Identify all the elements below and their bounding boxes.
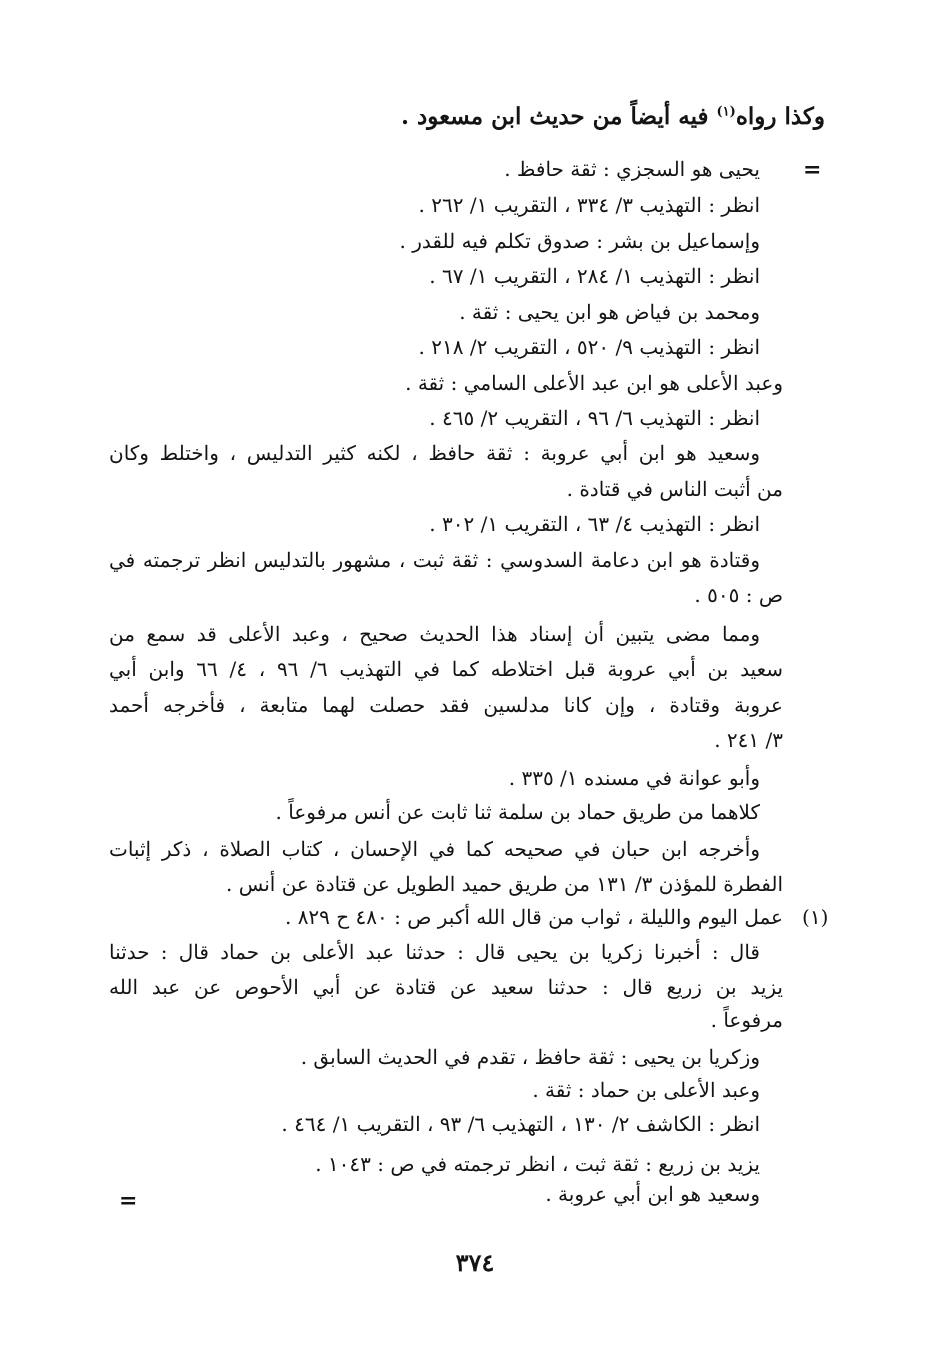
note-line: وقتادة هو ابن دعامة السدوسي : ثقة ثبت ، مشهور بالتدليس انظر ترجمته في	[109, 548, 760, 572]
note-line: انظر : التهذيب ١/ ٢٨٤ ، التقريب ١/ ٦٧ .	[429, 264, 760, 288]
main-text-start: وكذا رواه	[735, 103, 825, 130]
note-line: انظر : التهذيب ٣/ ٣٣٤ ، التقريب ١/ ٢٦٢ .	[418, 193, 760, 217]
note-line: الفطرة للمؤذن ٣/ ١٣١ من طريق حميد الطويل عن قتادة عن أنس .	[226, 872, 783, 896]
footnote-line: عمل اليوم والليلة ، ثواب من قال الله أكبر ص : ٤٨٠ ح ٨٢٩ .	[284, 905, 783, 929]
footnote-line: وسعيد هو ابن أبي عروبة .	[545, 1182, 760, 1206]
footnote-line: قال : أخبرنا زكريا بن يحيى قال : حدثنا عبد الأعلى بن حماد قال : حدثنا	[109, 940, 760, 964]
footnote-line: يزيد بن زريع قال : حدثنا سعيد عن قتادة عن أبي الأحوص عن عبد الله	[109, 975, 783, 999]
footnote-line: وعبد الأعلى بن حماد : ثقة .	[532, 1078, 760, 1102]
note-line: انظر : التهذيب ٩/ ٥٢٠ ، التقريب ٢/ ٢١٨ .	[418, 335, 760, 359]
note-line: وسعيد هو ابن أبي عروبة : ثقة حافظ ، لكنه كثير التدليس ، واختلط وكان	[109, 441, 760, 465]
note-line: ص : ٥٠٥ .	[694, 583, 783, 607]
footnote-number: (١)	[802, 905, 829, 929]
note-line: انظر : التهذيب ٤/ ٦٣ ، التقريب ١/ ٣٠٢ .	[429, 512, 760, 536]
footnote-line: يزيد بن زريع : ثقة ثبت ، انظر ترجمته في ص : ١٠٤٣ .	[315, 1152, 760, 1176]
note-line: ومحمد بن فياض هو ابن يحيى : ثقة .	[459, 300, 760, 324]
note-line: ٣/ ٢٤١ .	[714, 728, 783, 752]
continuation-marker-top: =	[803, 157, 822, 183]
footnote-line: مرفوعاً .	[710, 1008, 783, 1032]
continuation-marker-bottom: =	[119, 1188, 138, 1214]
footnote-reference: (١)	[716, 104, 736, 120]
note-line: وأخرجه ابن حبان في صحيحه كما في الإحسان ، كتاب الصلاة ، ذكر إثبات	[109, 837, 761, 861]
footnote-line: انظر : الكاشف ٢/ ١٣٠ ، التهذيب ٦/ ٩٣ ، التقريب ١/ ٤٦٤ .	[281, 1112, 760, 1136]
note-line: كلاهما من طريق حماد بن سلمة ثنا ثابت عن أنس مرفوعاً .	[275, 800, 760, 824]
note-line: وعبد الأعلى هو ابن عبد الأعلى السامي : ثقة .	[405, 371, 783, 395]
note-line: وأبو عوانة في مسنده ١/ ٣٣٥ .	[508, 766, 760, 790]
note-line: من أثبت الناس في قتادة .	[566, 477, 783, 501]
note-line: عروبة وقتادة ، وإن كانا مدلسين فقد حصلت لهما متابعة ، فأخرجه أحمد	[109, 693, 783, 717]
note-line: ومما مضى يتبين أن إسناد هذا الحديث صحيح ، وعبد الأعلى قد سمع من	[109, 622, 760, 646]
note-line: وإسماعيل بن بشر : صدوق تكلم فيه للقدر .	[399, 229, 760, 253]
note-line: انظر : التهذيب ٦/ ٩٦ ، التقريب ٢/ ٤٦٥ .	[429, 406, 760, 430]
footnote-line: وزكريا بن يحيى : ثقة حافظ ، تقدم في الحديث السابق .	[300, 1045, 760, 1069]
note-line: سعيد بن أبي عروبة قبل اختلاطه كما في التهذيب ٦/ ٩٦ ، ٤/ ٦٦ وابن أبي	[109, 657, 784, 681]
page-number: ٣٧٤	[455, 1248, 495, 1277]
note-line: يحيى هو السجزي : ثقة حافظ .	[504, 157, 760, 181]
main-text-end: فيه أيضاً من حديث ابن مسعود .	[400, 103, 717, 130]
main-text-line	[105, 102, 825, 132]
